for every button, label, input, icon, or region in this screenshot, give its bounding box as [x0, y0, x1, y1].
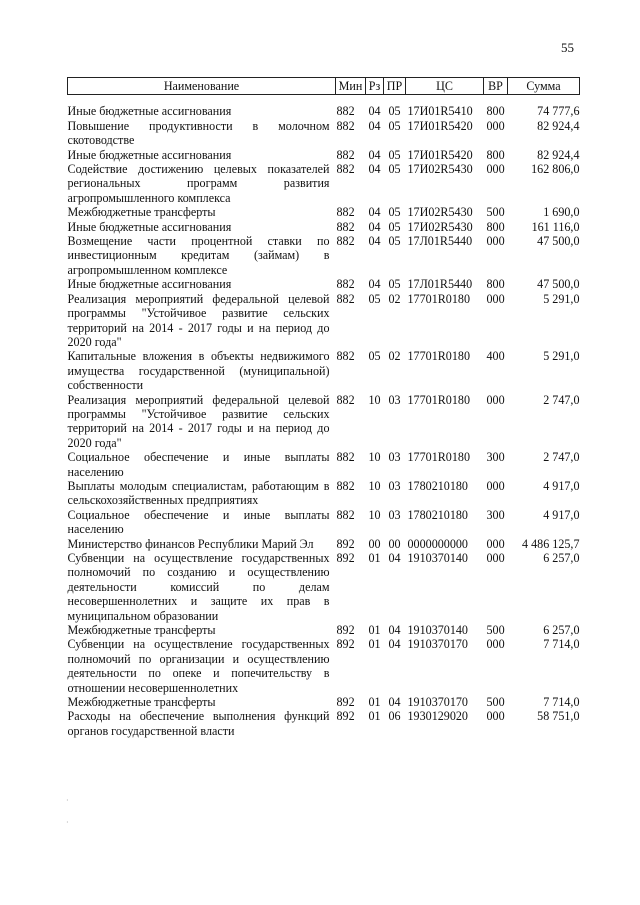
row-vr-code: 000 [486, 291, 505, 306]
row-sum: 2 747,0 [543, 392, 580, 407]
row-vr-code: 000 [486, 162, 505, 177]
row-cs-code: 1780210180 [407, 507, 468, 522]
row-rz-code: 01 [368, 551, 381, 565]
row-sum: 4 917,0 [543, 507, 580, 522]
row-vr-code: 800 [486, 104, 505, 119]
row-name: Министерство финансов Республики Марий Эл [67, 536, 314, 551]
row-rz-code: 04 [368, 277, 381, 292]
row-min-code: 882 [336, 147, 355, 162]
table-row [68, 277, 580, 291]
row-cs-code: 17701R0180 [407, 450, 470, 465]
row-cs-code: 17И01R5410 [407, 104, 473, 119]
row-pr-code: 00 [388, 536, 401, 551]
row-cs-code: 17Л01R5440 [407, 234, 473, 249]
row-sum: 7 714,0 [543, 695, 580, 710]
row-vr-code: 500 [486, 205, 505, 220]
scan-speck: · [66, 796, 69, 805]
budget-table [67, 77, 580, 738]
row-name: Межбюджетные трансферты [67, 205, 216, 220]
row-name: Расходы на обеспечение выполнения функций органов государственной власти [67, 709, 330, 738]
table-row [68, 637, 580, 695]
row-cs-code: 17701R0180 [407, 392, 470, 407]
row-rz-code: 04 [368, 205, 381, 220]
row-rz-code: 04 [368, 118, 381, 133]
row-cs-code: 1930129020 [407, 709, 468, 724]
row-rz-code: 01 [368, 637, 381, 652]
row-cs-code: 17701R0180 [407, 291, 470, 306]
row-sum: 74 777,6 [537, 104, 580, 119]
row-cs-code: 17И01R5420 [407, 147, 473, 162]
row-sum: 82 924,4 [537, 118, 580, 133]
row-vr-code: 000 [486, 637, 505, 652]
page-number: 55 [561, 40, 574, 55]
row-pr-code: 03 [388, 392, 401, 407]
row-name: Межбюджетные трансферты [67, 623, 216, 638]
row-name: Капитальные вложения в объекты недвижимого имущества государственной (муниципальной) собственности [67, 349, 330, 393]
row-pr-code: 05 [388, 277, 401, 292]
row-vr-code: 000 [486, 478, 505, 493]
row-name: Содействие достижению целевых показателей региональных программ развития агропромышленного комплекса [67, 162, 330, 205]
row-rz-code: 05 [368, 349, 381, 364]
row-cs-code: 17701R0180 [407, 349, 470, 364]
row-pr-code: 05 [388, 234, 401, 249]
row-cs-code: 17Л01R5440 [407, 277, 473, 292]
row-pr-code: 05 [388, 219, 401, 234]
table-row [68, 537, 580, 551]
row-cs-code: 17И02R5430 [407, 205, 473, 220]
row-min-code: 892 [336, 637, 355, 652]
row-vr-code: 300 [486, 507, 505, 522]
table-row [68, 119, 580, 148]
row-min-code: 882 [336, 478, 355, 493]
table-row [68, 148, 580, 162]
row-rz-code: 01 [368, 709, 381, 724]
row-vr-code: 500 [486, 695, 505, 710]
row-min-code: 882 [336, 291, 355, 306]
row-sum: 58 751,0 [537, 709, 580, 724]
table-row [68, 551, 580, 623]
row-min-code: 882 [336, 104, 355, 119]
table-row [68, 709, 580, 738]
row-vr-code: 300 [486, 450, 505, 465]
row-pr-code: 03 [388, 450, 401, 465]
row-pr-code: 05 [388, 118, 401, 133]
table-row [68, 508, 580, 537]
row-vr-code: 000 [486, 709, 505, 724]
row-vr-code: 500 [486, 623, 505, 638]
row-rz-code: 01 [368, 623, 381, 638]
row-name: Социальное обеспечение и иные выплаты населению [67, 450, 330, 479]
row-rz-code: 04 [368, 147, 381, 162]
row-pr-code: 05 [388, 162, 401, 177]
row-rz-code: 10 [368, 392, 381, 407]
table-row [68, 450, 580, 479]
row-name: Возмещение части процентной ставки по инвестиционным кредитам (займам) в агропромышленном комплексе [67, 234, 330, 277]
row-name: Реализация мероприятий федеральной целевой программы "Устойчивое развитие сельских территорий на 2014 - 2017 годы и на период до 2020 года" [67, 291, 330, 349]
row-min-code: 882 [336, 234, 355, 249]
row-rz-code: 05 [368, 291, 381, 306]
row-pr-code: 03 [388, 478, 401, 493]
row-name: Иные бюджетные ассигнования [67, 147, 232, 162]
row-min-code: 882 [336, 118, 355, 133]
table-row [68, 162, 580, 205]
table-row [68, 349, 580, 392]
row-cs-code: 1910370140 [407, 551, 468, 565]
row-name: Иные бюджетные ассигнования [67, 277, 232, 292]
row-min-code: 892 [336, 623, 355, 638]
table-row [68, 234, 580, 277]
header-vr: ВР [484, 78, 508, 95]
table-row [68, 695, 580, 709]
row-rz-code: 10 [368, 507, 381, 522]
row-sum: 5 291,0 [543, 291, 580, 306]
row-rz-code: 10 [368, 478, 381, 493]
row-sum: 1 690,0 [543, 205, 580, 220]
row-rz-code: 04 [368, 162, 381, 177]
row-vr-code: 000 [486, 392, 505, 407]
row-pr-code: 06 [388, 709, 401, 724]
row-rz-code: 01 [368, 695, 381, 710]
table-row [68, 393, 580, 451]
row-sum: 6 257,0 [543, 623, 580, 638]
row-name: Повышение продуктивности в молочном скотоводстве [67, 118, 330, 148]
row-sum: 47 500,0 [537, 277, 580, 292]
row-cs-code: 1910370140 [407, 623, 468, 638]
table-row [68, 479, 580, 508]
header-cs: ЦС [406, 78, 484, 95]
row-sum: 2 747,0 [543, 450, 580, 465]
table-row [68, 292, 580, 350]
row-cs-code: 17И01R5420 [407, 118, 473, 133]
row-cs-code: 1780210180 [407, 478, 468, 493]
row-sum: 47 500,0 [537, 234, 580, 249]
row-min-code: 892 [336, 536, 355, 551]
row-vr-code: 000 [486, 234, 505, 249]
row-min-code: 892 [336, 709, 355, 724]
row-sum: 4 917,0 [543, 478, 580, 493]
row-name: Реализация мероприятий федеральной целевой программы "Устойчивое развитие сельских территорий на 2014 - 2017 годы и на период до 2020 года" [67, 392, 330, 450]
row-cs-code: 17И02R5430 [407, 219, 473, 234]
row-min-code: 892 [336, 551, 355, 565]
row-min-code: 882 [336, 162, 355, 177]
row-rz-code: 04 [368, 104, 381, 119]
row-name: Субвенции на осуществление государственных полномочий по организации и осуществлению деятельности по опеке и попечительству в отношении несовершеннолетних [67, 637, 330, 695]
row-min-code: 882 [336, 507, 355, 522]
row-name: Субвенции на осуществление государственных полномочий по созданию и осуществлению деятельности комиссий по делам несовершеннолетних и защите их прав в муниципальном образовании [67, 551, 330, 623]
row-pr-code: 05 [388, 104, 401, 119]
row-name: Иные бюджетные ассигнования [67, 219, 232, 234]
row-min-code: 882 [336, 219, 355, 234]
row-min-code: 882 [336, 349, 355, 364]
header-name: Наименование [68, 78, 336, 95]
row-cs-code: 17И02R5430 [407, 162, 473, 177]
row-name: Выплаты молодым специалистам, работающим в сельскохозяйственных предприятиях [67, 478, 330, 508]
table-row [68, 104, 580, 118]
row-vr-code: 800 [486, 219, 505, 234]
row-min-code: 882 [336, 392, 355, 407]
row-vr-code: 400 [486, 349, 505, 364]
row-cs-code: 1910370170 [407, 695, 468, 710]
row-pr-code: 02 [388, 349, 401, 364]
row-vr-code: 000 [486, 118, 505, 133]
row-pr-code: 03 [388, 507, 401, 522]
header-sum: Сумма [508, 78, 580, 95]
table-row [68, 220, 580, 234]
row-sum: 7 714,0 [543, 637, 580, 652]
header-spacer [68, 95, 580, 105]
row-sum: 162 806,0 [531, 162, 580, 177]
row-name: Иные бюджетные ассигнования [67, 104, 232, 119]
row-min-code: 882 [336, 205, 355, 220]
row-cs-code: 1910370170 [407, 637, 468, 652]
table-row [68, 205, 580, 219]
row-sum: 4 486 125,7 [522, 536, 580, 551]
row-vr-code: 800 [486, 147, 505, 162]
row-pr-code: 04 [388, 637, 401, 652]
row-pr-code: 05 [388, 205, 401, 220]
table-row [68, 623, 580, 637]
row-vr-code: 800 [486, 277, 505, 292]
row-name: Социальное обеспечение и иные выплаты населению [67, 507, 330, 537]
row-pr-code: 05 [388, 147, 401, 162]
row-rz-code: 10 [368, 450, 381, 465]
row-cs-code: 0000000000 [407, 536, 468, 551]
row-vr-code: 000 [486, 551, 505, 565]
row-min-code: 892 [336, 695, 355, 710]
row-sum: 161 116,0 [531, 219, 580, 234]
row-min-code: 882 [336, 277, 355, 292]
row-vr-code: 000 [486, 536, 505, 551]
header-pr: ПР [384, 78, 406, 95]
table-header-row [68, 78, 580, 95]
header-min: Мин [336, 78, 366, 95]
row-sum: 6 257,0 [543, 551, 580, 565]
row-sum: 82 924,4 [537, 147, 580, 162]
row-pr-code: 02 [388, 291, 401, 306]
table-body [68, 95, 580, 738]
row-pr-code: 04 [388, 551, 401, 565]
header-rz: Рз [366, 78, 384, 95]
row-pr-code: 04 [388, 623, 401, 638]
row-name: Межбюджетные трансферты [67, 695, 216, 710]
row-sum: 5 291,0 [543, 349, 580, 364]
row-rz-code: 04 [368, 219, 381, 234]
row-rz-code: 04 [368, 234, 381, 249]
row-min-code: 882 [336, 450, 355, 465]
row-pr-code: 04 [388, 695, 401, 710]
scan-speck: · [66, 818, 69, 827]
row-rz-code: 00 [368, 536, 381, 551]
